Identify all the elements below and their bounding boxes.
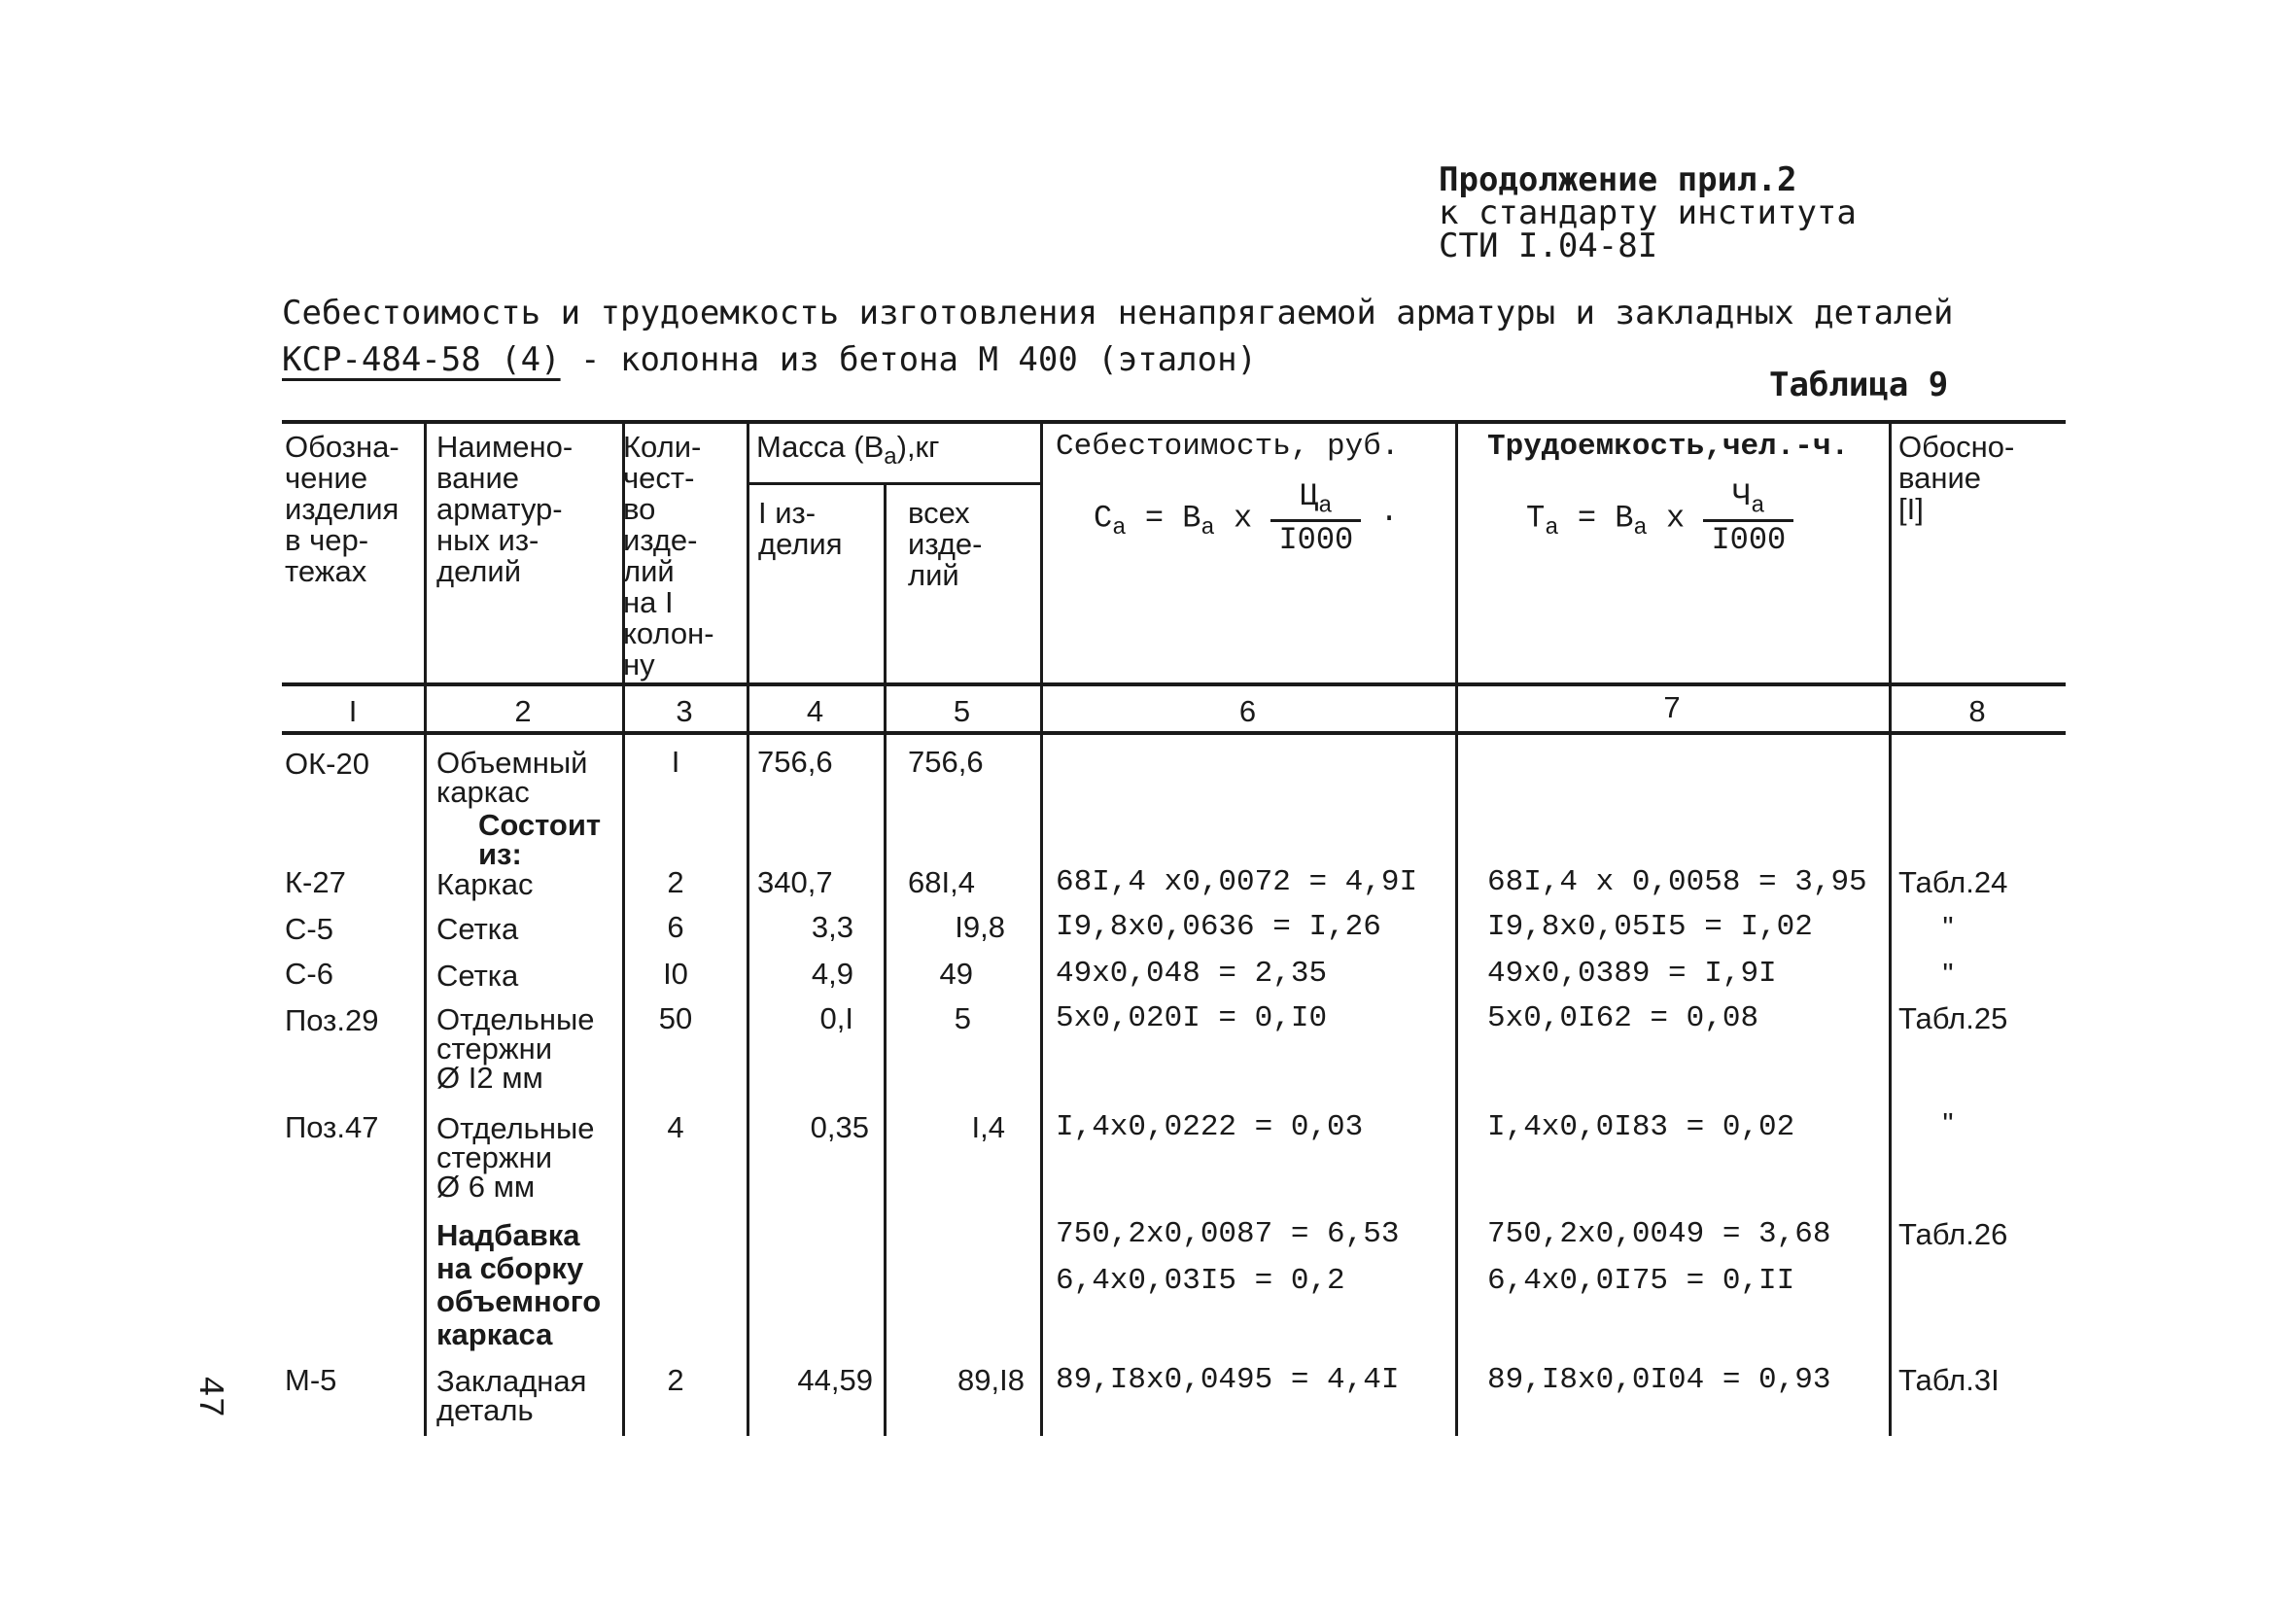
table-row-designation: К-27	[285, 865, 346, 899]
table-row-mass-one: 0,I	[819, 1001, 853, 1035]
table-row-designation: Поз.29	[285, 1003, 379, 1037]
col-number-2: 2	[514, 694, 532, 728]
title-line-1: Себестоимость и трудоемкость изготовления ненапрягаемой арматуры и закладных деталей	[282, 294, 1954, 332]
table-row-name: Объемный каркас	[436, 746, 588, 809]
labor-num: Ч	[1732, 478, 1752, 514]
table-row-qty: 4	[667, 1110, 684, 1144]
cost-eq: = В	[1126, 500, 1201, 537]
table-row-mass-all: 49	[939, 957, 973, 991]
labor-lhs-sub: а	[1545, 515, 1559, 542]
table-row-name: Состоит из:	[478, 808, 602, 871]
table-row-labor-line-2: 6,4x0,0I75 = 0,II	[1487, 1264, 1795, 1298]
col-divider-1	[424, 420, 427, 1436]
table-row-designation: С-6	[285, 957, 333, 991]
col-number-7: 7	[1663, 690, 1681, 724]
table-row-cost: I9,8x0,0636 = I,26	[1056, 910, 1381, 944]
product-code: КСР-484-58 (4)	[282, 340, 561, 379]
header-line-2: к стандарту института	[1439, 193, 1857, 232]
table-row-mass-one: 3,3	[811, 910, 853, 944]
table-row-qty: I0	[663, 957, 688, 991]
table-row-basis: "	[1942, 1106, 1954, 1140]
mass-sub-rule	[748, 482, 1042, 485]
table-row-basis: Табл.24	[1898, 865, 2008, 899]
cost-b-sub: а	[1200, 515, 1215, 542]
table-row-name: Надбавка на сборку объемного каркаса	[436, 1218, 602, 1351]
cost-dot: ·	[1379, 500, 1399, 537]
col-header-quantity: Коли- чест- во изде- лий на I колон- ну	[623, 430, 714, 682]
table-row-cost-line-1: 750,2x0,0087 = 6,53	[1056, 1217, 1400, 1251]
col-number-6: 6	[1238, 694, 1257, 728]
header-line-1: Продолжение прил.2	[1439, 160, 1797, 199]
col-header-cost: Себестоимость, руб.	[1056, 430, 1400, 464]
cost-num: Ц	[1300, 478, 1319, 514]
col-header-mass-all: всех изде- лий	[908, 496, 983, 592]
col-header-designation: Обозна- чение изделия в чер- тежах	[285, 430, 400, 588]
table-row-mass-all: 756,6	[908, 745, 984, 779]
table-label: Таблица 9	[1769, 366, 1949, 404]
table-row-basis: Табл.25	[1898, 1001, 2008, 1035]
col-number-3: 3	[676, 694, 693, 728]
mass-sub: а	[884, 443, 897, 471]
table-row-mass-all: 68I,4	[908, 865, 975, 899]
labor-lhs: Т	[1526, 500, 1546, 537]
cost-lhs-sub: а	[1112, 515, 1127, 542]
table-row-labor-line-1: 750,2x0,0049 = 3,68	[1487, 1217, 1831, 1251]
table-row-basis: Табл.3I	[1898, 1363, 2000, 1397]
numbers-bottom-rule	[282, 731, 2066, 735]
labor-den: I000	[1711, 522, 1787, 559]
table-row-name: Сетка	[436, 959, 519, 993]
header-line-3: СТИ I.04-8I	[1439, 227, 1658, 265]
table-row-basis: Табл.26	[1898, 1217, 2008, 1251]
table-row-cost: 89,I8x0,0495 = 4,4I	[1056, 1363, 1400, 1397]
labor-num-sub: а	[1751, 493, 1765, 520]
header-bottom-rule	[282, 682, 2066, 686]
table-row-labor: I9,8x0,05I5 = I,02	[1487, 910, 1813, 944]
table-row-designation: ОК-20	[285, 747, 369, 781]
table-row-qty: 2	[667, 865, 684, 899]
labor-x: x	[1647, 500, 1704, 537]
table-row-labor: 68I,4 x 0,0058 = 3,95	[1487, 865, 1867, 899]
labor-formula	[1526, 478, 1793, 558]
table-row-mass-one: 44,59	[797, 1363, 873, 1397]
table-row-name: Отдельные стержни Ø I2 мм	[436, 1002, 595, 1095]
table-row-qty: 6	[667, 910, 684, 944]
cost-x: x	[1214, 500, 1271, 537]
col-divider-6	[1455, 420, 1458, 1436]
title-line-2-rest: - колонна из бетона М 400 (эталон)	[560, 340, 1258, 379]
labor-eq: = В	[1558, 500, 1634, 537]
col-header-name: Наимено- вание арматур- ных из- делий	[436, 430, 574, 588]
cost-den: I000	[1278, 522, 1354, 559]
cost-formula	[1094, 478, 1399, 558]
table-row-name: Каркас	[436, 867, 534, 901]
table-top-rule	[282, 420, 2066, 424]
table-row-designation: Поз.47	[285, 1110, 379, 1144]
table-row-cost-line-2: 6,4x0,03I5 = 0,2	[1056, 1264, 1345, 1298]
table-row-name: Закладная деталь	[436, 1364, 587, 1427]
table-row-name: Отдельные стержни Ø 6 мм	[436, 1111, 595, 1204]
table-row-cost: 5x0,020I = 0,I0	[1056, 1001, 1328, 1035]
document-title	[282, 290, 1953, 383]
table-row-name: Сетка	[436, 912, 519, 946]
table-row-qty: 50	[658, 1001, 693, 1035]
col-number-1: I	[348, 694, 358, 728]
mass-unit: ),кг	[896, 430, 940, 464]
table-row-qty: 2	[667, 1363, 684, 1397]
table-row-designation: С-5	[285, 912, 333, 946]
page-number: 47	[190, 1376, 229, 1418]
col-number-8: 8	[1968, 694, 1986, 728]
table-row-labor: 89,I8x0,0I04 = 0,93	[1487, 1363, 1831, 1397]
table-row-designation: М-5	[285, 1363, 337, 1397]
col-header-basis: Обосно- вание [I]	[1898, 430, 2015, 526]
col-number-4: 4	[806, 694, 824, 728]
table-row-labor: I,4x0,0I83 = 0,02	[1487, 1110, 1795, 1144]
table-row-cost: I,4x0,0222 = 0,03	[1056, 1110, 1364, 1144]
col-divider-5	[1040, 420, 1043, 1436]
table-row-mass-all: I9,8	[955, 910, 1005, 944]
table-row-mass-one: 0,35	[810, 1110, 869, 1144]
table-row-mass-all: I,4	[971, 1110, 1005, 1144]
table-row-basis: "	[1942, 957, 1954, 991]
table-row-mass-all: 5	[954, 1001, 971, 1035]
cost-fraction	[1270, 478, 1361, 558]
table-row-labor: 49x0,0389 = I,9I	[1487, 957, 1777, 991]
cost-lhs: С	[1094, 500, 1113, 537]
table-row-mass-one: 340,7	[757, 865, 833, 899]
table-row-mass-one: 4,9	[811, 957, 853, 991]
col-number-5: 5	[953, 694, 971, 728]
labor-fraction	[1703, 478, 1793, 558]
mass-title: Масса (В	[756, 430, 885, 464]
labor-b-sub: а	[1633, 515, 1648, 542]
table-row-mass-all: 89,I8	[957, 1363, 1025, 1397]
title-line-2	[282, 336, 1953, 383]
cost-num-sub: а	[1318, 493, 1333, 520]
table-row-qty: I	[671, 745, 680, 779]
table-row-mass-one: 756,6	[757, 745, 833, 779]
col-header-mass-one: I из- делия	[758, 496, 843, 561]
table-row-labor: 5x0,0I62 = 0,08	[1487, 1001, 1759, 1035]
appendix-header	[1439, 160, 1857, 265]
col-header-mass	[756, 432, 939, 472]
table-row-basis: "	[1942, 910, 1954, 944]
table-row-cost: 68I,4 x0,0072 = 4,9I	[1056, 865, 1418, 899]
table-row-cost: 49x0,048 = 2,35	[1056, 957, 1328, 991]
col-header-labor: Трудоемкость,чел.-ч.	[1487, 430, 1850, 464]
